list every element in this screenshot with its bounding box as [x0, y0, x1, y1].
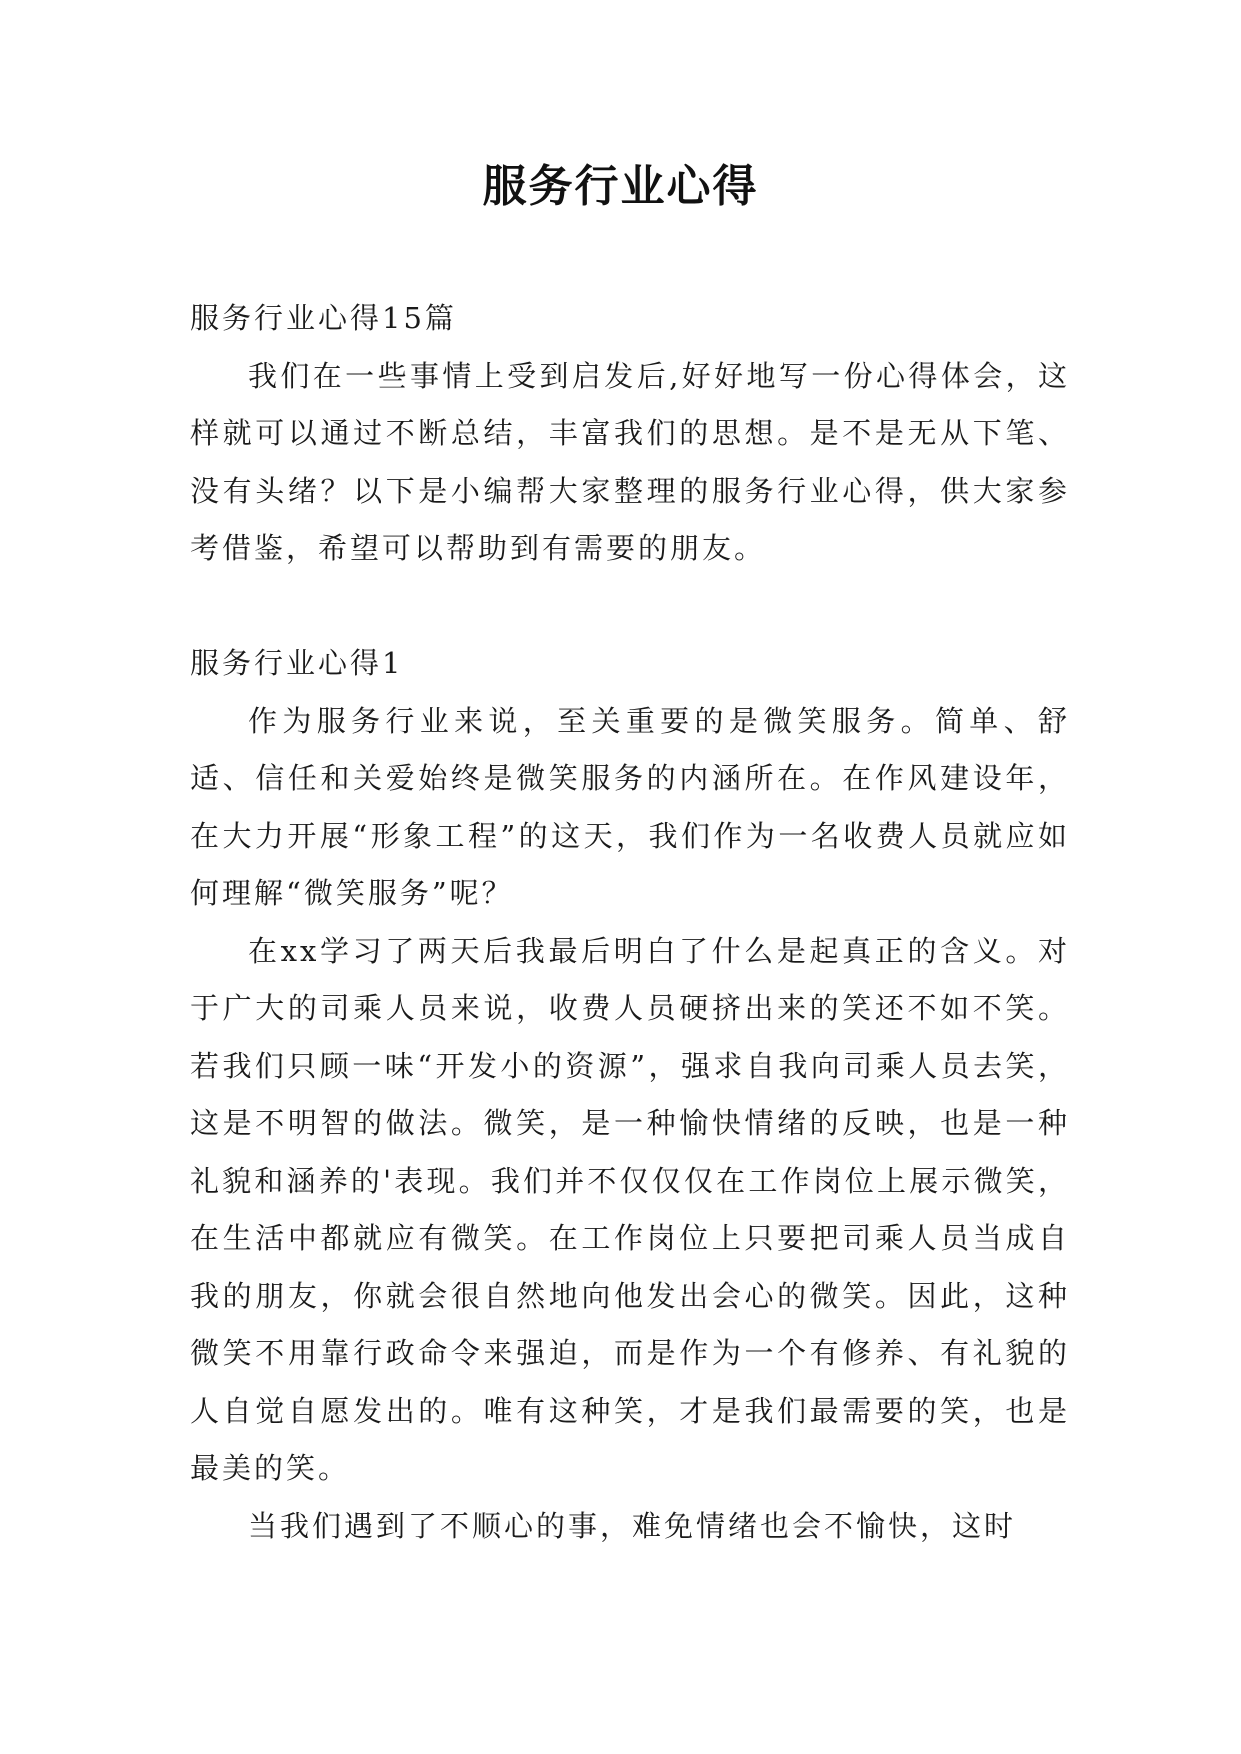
section-paragraph: 作为服务行业来说，至关重要的是微笑服务。简单、舒适、信任和关爱始终是微笑服务的内涵所在。在作风建设年，在大力开展“形象工程”的这天，我们作为一名收费人员就应如何理解“微笑服务”呢？ — [190, 703, 1070, 910]
paragraph-gap — [190, 578, 1070, 636]
intro-paragraph: 我们在一些事情上受到启发后,好好地写一份心得体会，这样就可以通过不断总结，丰富我们的思想。是不是无从下笔、没有头绪？以下是小编帮大家整理的服务行业心得，供大家参考借鉴，希望可以帮助到有需要的朋友。 — [190, 358, 1070, 565]
document-title: 服务行业心得 — [482, 161, 759, 212]
document-subtitle: 服务行业心得15篇 — [190, 301, 457, 335]
section-heading: 服务行业心得1 — [190, 646, 404, 680]
document-body — [190, 290, 1070, 1555]
section-paragraph: 当我们遇到了不顺心的事，难免情绪也会不愉快，这时 — [248, 1508, 1017, 1543]
section-paragraph: 在xx学习了两天后我最后明白了什么是起真正的含义。对于广大的司乘人员来说，收费人员硬挤出来的笑还不如不笑。若我们只顾一味“开发小的资源”，强求自我向司乘人员去笑，这是不明智的做法。微笑，是一种愉快情绪的反映，也是一种礼貌和涵养的'表现。我们并不仅仅仅在工作岗位上展示微笑，在生活中都就应有微笑。在工作岗位上只要把司乘人员当成自我的朋友，你就会很自然地向他发出会心的微笑。因此，这种微笑不用靠行政命令来强迫，而是作为一个有修养、有礼貌的人自觉自愿发出的。唯有这种笑，才是我们最需要的笑，也是最美的笑。 — [190, 933, 1070, 1485]
